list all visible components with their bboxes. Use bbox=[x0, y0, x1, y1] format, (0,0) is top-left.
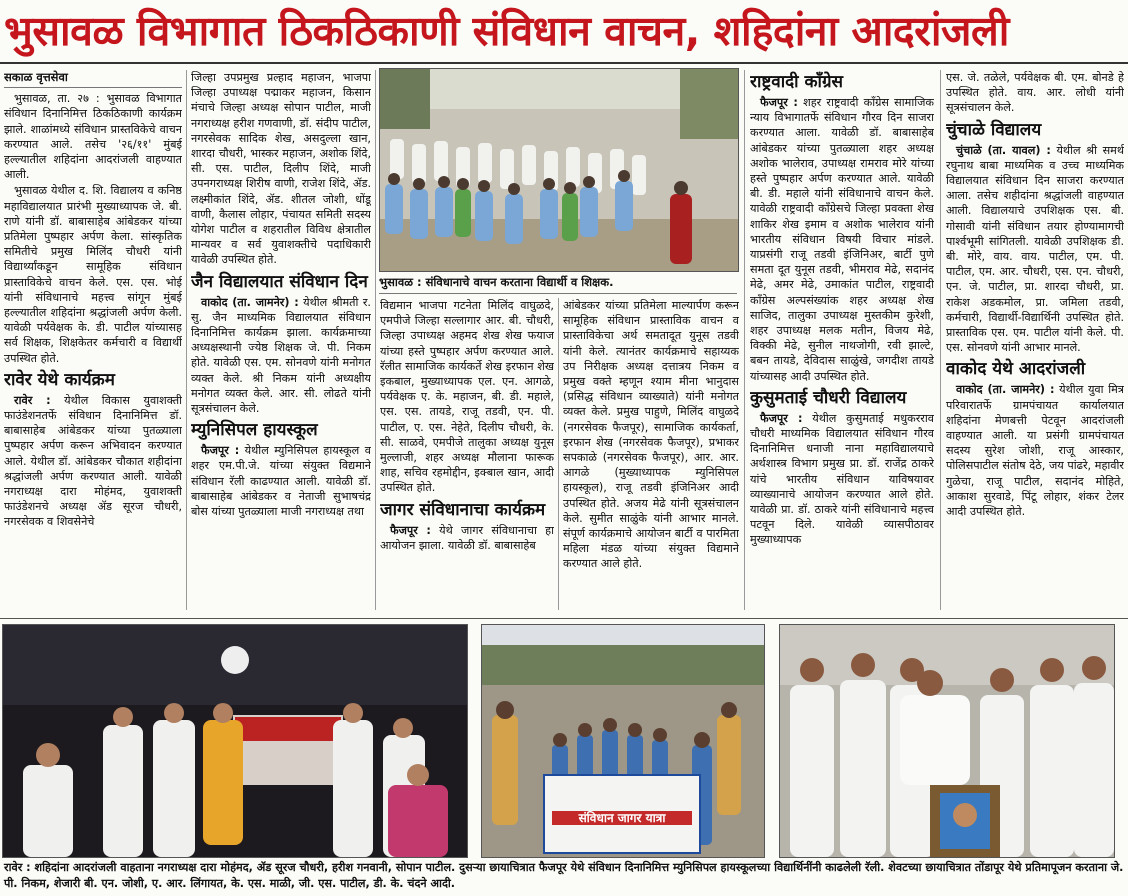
headline: भुसावळ विभागात ठिकठिकाणी संविधान वाचन, शहिदांना आदरांजली bbox=[4, 7, 1009, 55]
col2-para-1: जिल्हा उपप्रमुख प्रल्हाद महाजन, भाजपा जिल्हा उपाध्यक्ष पद्माकर महाजन, किसान मंचाचे जिल्हा अध्यक्ष सोपान पाटील, माजी नगराध्यक्ष हरीश गणवाणी, डॉ. संदीप पाटील, नगरसेवक सादिक शेख, असदुल्ला खान, शारदा चौधरी, भास्कर महाजन, अशोक शिंदे, सी. एस. पाटील, दिलीप शिंदे, माजी उपनगराध्यक्ष शिरीष वाणी, राजेश शिंदे, ॲड. लक्ष्मीकांत शिंदे, ॲड. शीतल जोशी, धोंडू वाणी, कैलास लोहार, पंचायत समिती सदस्य योगेश पाटील व शहरातील विविध क्षेत्रातील मान्यवर व सर्व युवाशक्तीचे पदाधिकारी यावेळी उपस्थित होते. bbox=[191, 71, 371, 267]
photo-tondapur-worship bbox=[779, 624, 1115, 858]
col2-para-3: येथील म्युनिसिपल हायस्कूल व शहर एम.पी.जे. यांच्या संयुक्त विद्यमाने संविधान रॅली काढण्यात आली. यावेळी डॉ. बाबासाहेब आंबेडकर व नेताजी सुभाषचंद्र बोस यांच्या पुतळ्याला माजी नगराध्यक्ष तथा bbox=[191, 444, 371, 519]
caption-rule bbox=[379, 293, 737, 294]
column-divider bbox=[375, 70, 376, 610]
column-divider bbox=[558, 298, 559, 610]
rally-banner-text: संविधान जागर यात्रा bbox=[578, 811, 666, 825]
subheading-kusumtai: कुसुमताई चौधरी विद्यालय bbox=[750, 387, 907, 408]
photo-students-illustration bbox=[380, 69, 738, 271]
dateline: फैजपूर : bbox=[760, 96, 798, 109]
col3-para-1: विद्यमान भाजपा गटनेता मिलिंद वाघुळदे, एमपीजे जिल्हा सल्लागार आर. बी. चौधरी, जिल्हा उपाध्यक्ष अहमद शेख शेख फयाज यांच्या हस्ते पुष्पहार अर्पण करण्यात आले. रॅलीत सामाजिक कार्यकर्ते शेख इरफान शेख इकबाल, मुख्याध्यापक एल. एन. आगळे, पर्यवेक्षक ए. के. महाजन, बी. डी. महाले, एस. एस. तायडे, राजू तडवी, एन. पी. पाटील, ए. एस. नेहेते, दिलीप चौधरी, के. सी. साळवे, एमपीजे तालुका अध्यक्ष युनूस मुल्लाजी, शहर अध्यक्ष मौलाना फारूक शाह, सचिव रहमोद्दीन, इक्बाल खान, आदी उपस्थित होते. bbox=[380, 299, 554, 495]
dateline: फैजपूर : bbox=[201, 444, 240, 458]
dateline: वाकोद (ता. जामनेर) : bbox=[956, 383, 1055, 397]
headline-rule bbox=[0, 62, 1128, 64]
dateline: वाकोद (ता. जामनेर) : bbox=[201, 295, 299, 309]
subheading-wakod: वाकोद येथे आदरांजली bbox=[946, 359, 1086, 380]
col6-para-2: येथील श्री समर्थ रघुनाथ बाबा माध्यमिक व उच्च माध्यमिक विद्यालयात संविधान दिन साजरा करण्यात आला. तसेच शहीदांना श्रद्धांजली वाहण्यात आली. विद्यालयाचे उपशिक्षक एस. बी. गोसावी यांनी संविधान तयार होण्यामागची पार्श्वभूमी सांगितली. यावेळी उपशिक्षक डी. बी. मोरे, वाय. वाय. पाटील, एम. पी. पाटील, एम. आर. चौधरी, एस. एन. चौधरी, एन. जे. पाटील, प्रा. शारदा चौधरी, प्रा. राकेश अडकमोल, प्रा. जमिला तडवी, कर्मचारी, विद्यार्थी-विद्यार्थिनी उपस्थित होते. प्रास्ताविक एस. एम. पाटील यांनी केले. पी. एस. सोनवणे यांनी आभार मानले. bbox=[946, 143, 1124, 355]
col4-para-1: आंबेडकर यांच्या प्रतिमेला माल्यार्पण करून सामूहिक संविधान प्रास्ताविक वाचन व प्रास्ताविकेचा अर्थ समतादूत युनूस तडवी यांनी केले. त्यानंतर कार्यक्रमाचे सहाय्यक उप निरीक्षक अध्यक्ष दत्तात्रय निकम व प्रमुख वक्ते म्हणून श्याम मीना भानुदास (प्रसिद्ध संविधान व्याख्याते) यांनी मनोगत व्यक्त केले. प्रमुख पाहुणे, मिलिंद वाघुळदे (नगरसेवक फैजपूर), सामाजिक कार्यकर्ता, इरफान शेख (नगरसेवक फैजपूर), प्रभाकर सपकाळे (नगरसेवक फैजपूर), आर. आर. आगळे (मुख्याध्यापक म्युनिसिपल हायस्कूल), राजू तडवी इंजिनिअर आदी उपस्थित होते. अजय मेढे यांनी सूत्रसंचालन केले. सुमीत साळुंके यांनी आभार मानले. संपूर्ण कार्यक्रमाचे आयोजन बार्टी व पारमिता महिला मंडळ यांच्या संयुक्त विद्यमाने करण्यात आले होते. bbox=[563, 299, 739, 571]
col5-para-2: येथील कुसुमताई मधुकरराव चौधरी माध्यमिक विद्यालयात संविधान गौरव दिनानिमित्त धनाजी नाना महाविद्यालयाचे अर्थशास्त्र विभाग प्रमुख प्रा. डॉ. राजेंद्र ठाकरे यांचे भारतीय संविधान याविषयावर व्याख्यानाचे आयोजन करण्यात आले होते. यावेळी प्रा. डॉ. ठाकरे यांनी संविधानाचे महत्त्व पटवून दिले. यावेळी व्यासपीठावर मुख्याध्यापक bbox=[750, 411, 934, 547]
col5-para-1: शहर राष्ट्रवादी कॉंग्रेस सामाजिक न्याय विभागातर्फे संविधान गौरव दिन साजरा करण्यात आला. यावेळी डॉ. बाबासाहेब आंबेडकर यांच्या पुतळ्याला शहर अध्यक्ष अशोक भालेराव, उपाध्यक्ष रामराव मोरे यांच्या हस्ते पुष्पहार अर्पण करण्यात आले. यावेळी बी. डी. महाले यांनी संविधानाचे वाचन केले. यावेळी राष्ट्रवादी कॉंग्रेसचे जिल्हा प्रवक्ता शेख शाकिर शेख इमाम व अशोक भालेराव यांनी भारतीय संविधान विषयी विचार मांडले. याप्रसंगी राजू तडवी इंजिनिअर, बार्टी पुणे समता दूत युनूस तडवी, भीमराव मेढे, सदानंद मेढे, अमर मेढे, उमाकांत पाटील, राष्ट्रवादी कॉंग्रेस अल्पसंख्यांक शहर अध्यक्ष शेख साजिद, तालुका उपाध्यक्ष मुस्तकीम कुरेशी, शहर उपाध्यक्ष मलक मतीन, विजय मेढे, विक्की मेढे, सुनील नाथजोगी, रवी झाल्टे, बबन तायडे, देविदास साळुंखे, जगदीश तायडे यांच्यासह आदी उपस्थित होते. bbox=[750, 96, 934, 383]
column-1 bbox=[4, 70, 182, 610]
photo-tribute-illustration bbox=[3, 625, 467, 857]
col1-para-1: भुसावळ, ता. २७ : भुसावळ विभागात संविधान दिनानिमित्त ठिकठिकाणी कार्यक्रम झाले. शाळांमध्ये संविधान प्रास्तविकेचे वाचन करण्यात आले. तसेच '२६/११' मुंबई हल्ल्यातील शहिदांना आदरांजली वाहण्यात आली. bbox=[4, 92, 182, 182]
photo-faizpur-rally bbox=[481, 624, 765, 858]
photo-students-reading bbox=[379, 68, 739, 272]
col3-para-2: येथे जागर संविधानाचा हा आयोजन झाला. यावेळी डॉ. बाबासाहेब bbox=[380, 523, 554, 552]
dateline: चुंचाळे (ता. यावल) : bbox=[956, 143, 1051, 157]
subheading-jagar-samvidhan: जागर संविधानाचा कार्यक्रम bbox=[380, 499, 546, 520]
col1-para-3: येथील विकास युवाशक्ती फाउंडेशनतर्फे संविधान दिनानिमित्त डॉ. बाबासाहेब आंबेडकर यांच्या पुतळ्याला पुष्पहार अर्पण करून अभिवादन करण्यात आले. येथील डॉ. आंबेडकर चौकात शहीदांना श्रद्धांजली अर्पण करण्यात आली. यावेळी नगराध्यक्ष दारा मोहंमद, युवाशक्ती फाउंडेशनचे अध्यक्ष ॲड सूरज चौधरी, नगरसेवक व शिवसेनेचे bbox=[4, 393, 182, 529]
dateline: फैजपूर : bbox=[760, 411, 803, 425]
subheading-jain-vidyalaya: जैन विद्यालयात संविधान दिन bbox=[191, 271, 368, 292]
col6-para-1: एस. जे. तळेले, पर्यवेक्षक बी. एम. बोनडे हे उपस्थित होते. वाय. आर. लोधी यांनी सूत्रसंचालन केले. bbox=[946, 71, 1124, 115]
column-2 bbox=[191, 70, 371, 610]
bottom-photo-caption: रावेर : शहिदांना आदरांजली वाहताना नगराध्यक्ष दारा मोहंमद, ॲड सूरज चौधरी, हरीश गनवानी, सोपान पाटील. दुसऱ्या छायाचित्रात फैजपूर येथे संविधान दिनानिमित्त म्युनिसिपल हायस्कूलच्या विद्यार्थिनींनी काढलेली रॅली. शेवटच्या छायाचित्रात तोंडापूर येथे प्रतिमापूजन करताना जे. पी. निकम, शेजारी बी. एन. जोशी, ए. आर. लिंगायत, के. एस. माळी, जी. एस. पाटील, डी. के. चंदने आदी. bbox=[4, 861, 1124, 890]
byline: सकाळ वृत्तसेवा bbox=[4, 70, 182, 88]
column-4 bbox=[563, 298, 739, 610]
photo-raver-tribute bbox=[2, 624, 468, 858]
subheading-ncp: राष्ट्रवादी काँग्रेस bbox=[750, 72, 844, 92]
section-rule bbox=[0, 618, 1128, 619]
photo-worship-illustration bbox=[780, 625, 1114, 857]
subheading-municipal-highschool: म्युनिसिपल हायस्कूल bbox=[191, 420, 318, 441]
column-5 bbox=[750, 68, 934, 610]
subheading-raver: रावेर येथे कार्यक्रम bbox=[4, 369, 115, 390]
column-divider bbox=[186, 70, 187, 610]
dateline: फैजपूर : bbox=[390, 523, 431, 537]
col1-para-2: भुसावळ येथील द. शि. विद्यालय व कनिष्ठ महाविद्यालयात प्रारंभी मुख्याध्यापक जे. बी. राणे यांनी डॉ. बाबासाहेब आंबेडकर यांच्या प्रतिमेला पुष्पहार अर्पण केला. सांस्कृतिक समितीचे प्रमुख मिलिंद चौधरी यांनी विद्यार्थ्यांकडून सामूहिक संविधान प्रास्ताविकेचे वाचन केले. एस. एस. भोई यांनी संविधानाचे महत्त्व सांगून मुंबई हल्ल्यातील शहिदांना श्रद्धांजली अर्पण केली. यावेळी पर्यवेक्षक के. डी. पाटील यांच्यासह सर्व शिक्षक, शिक्षकेतर कर्मचारी व विद्यार्थी उपस्थित होते. bbox=[4, 184, 182, 365]
col2-para-2: येथील श्रीमती र. सु. जैन माध्यमिक विद्यालयात संविधान दिनानिमित्त कार्यक्रम झाला. कार्यक्रमाच्या अध्यक्षस्थानी ज्येष्ठ शिक्षक जे. पी. निकम होते. यावेळी एस. एम. सोनवणे यांनी मनोगत व्यक्त केले. श्री निकम यांनी अध्यक्षीय मनोगत व्यक्त केले. आर. सी. लोढते यांनी सूत्रसंचालन केले. bbox=[191, 295, 371, 416]
subheading-chunchale: चुंचाळे विद्यालय bbox=[946, 119, 1042, 140]
col6-para-3: येथील युवा मित्र परिवारातर्फे ग्रामपंचायत कार्यालयात शहिदांना मेणबत्ती पेटवून आदरांजली वाहण्यात आली. या प्रसंगी ग्रामपंचायत सदस्य सुरेश जोशी, राजू आस्कार, पोलिसपाटील संतोष देठे, जय पांढरे, महावीर गुळेचा, राजू पाटील, सदानंद मोहिते, आकाश सुरवाडे, पिंटू लोहार, शंकर टेलर आदी उपस्थित होते. bbox=[946, 383, 1124, 519]
column-divider bbox=[744, 70, 745, 610]
column-divider bbox=[940, 70, 941, 610]
dateline: रावेर : bbox=[14, 393, 51, 407]
photo-caption: भुसावळ : संविधानाचे वाचन करताना विद्यार्थी व शिक्षक. bbox=[379, 275, 614, 289]
column-3 bbox=[380, 298, 554, 610]
column-6 bbox=[946, 70, 1124, 610]
